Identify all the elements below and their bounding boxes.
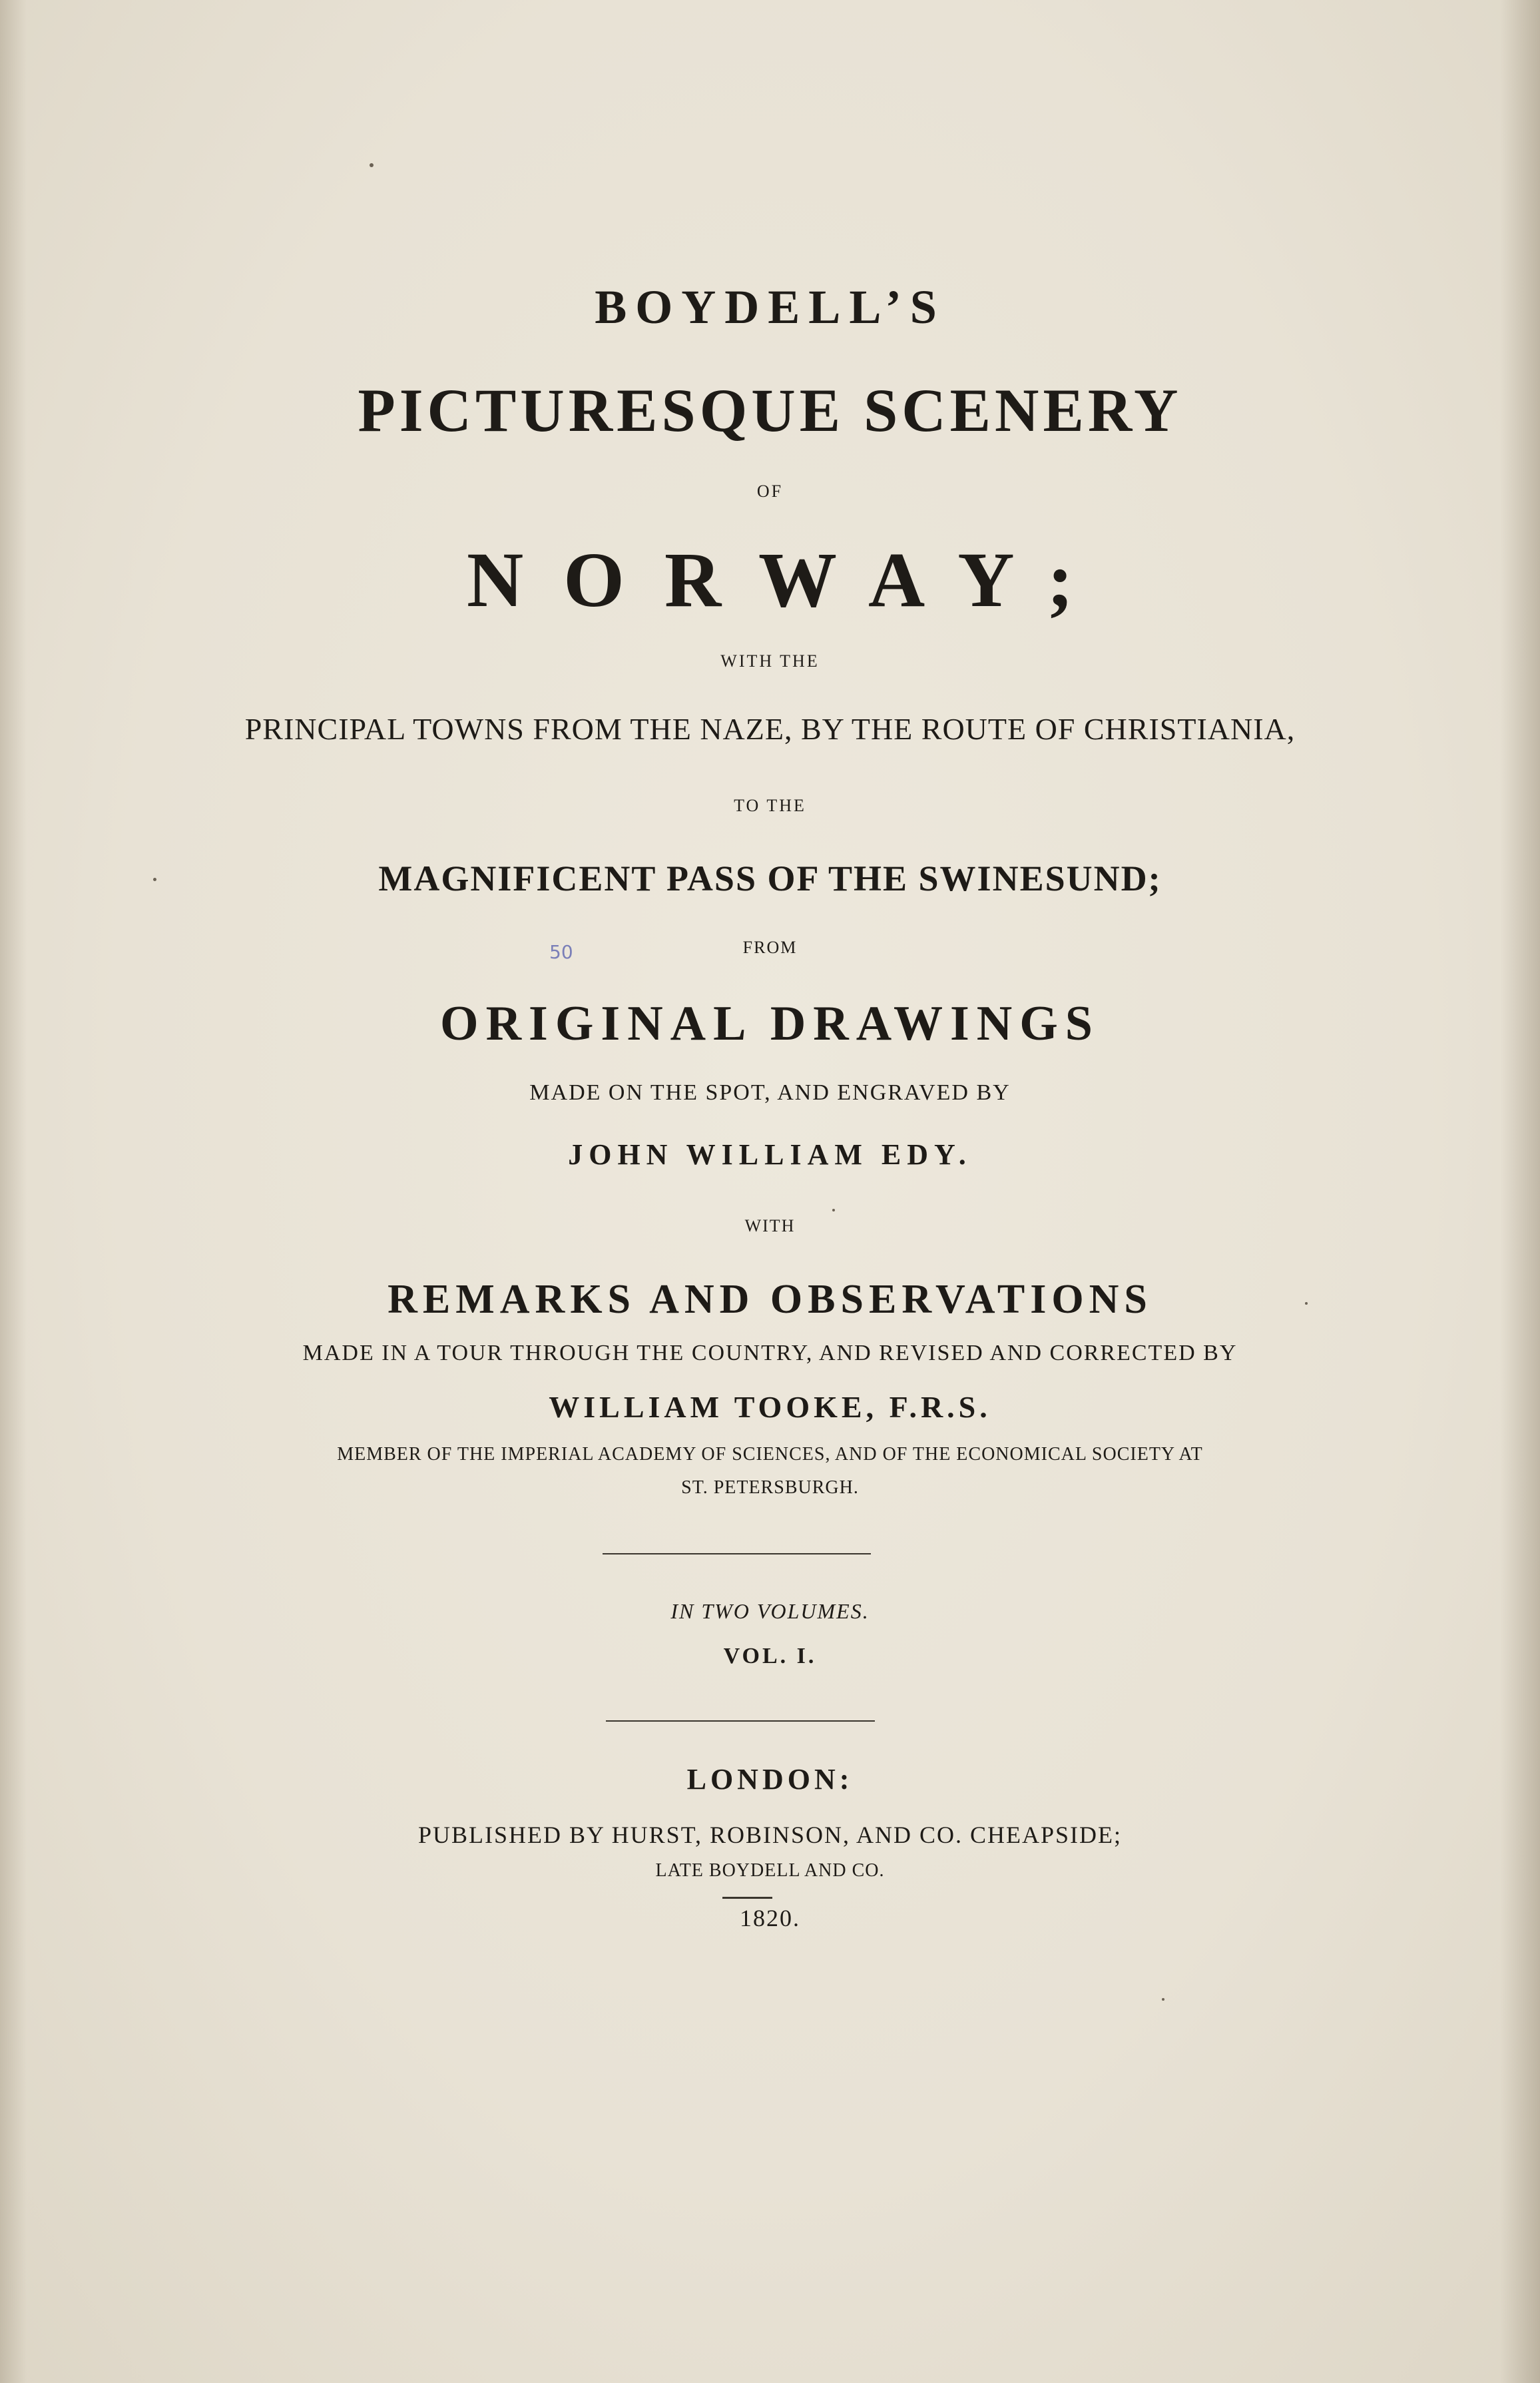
library-stamp-mark: 50 bbox=[549, 941, 573, 963]
editor-affiliation-city: ST. PETERSBURGH. bbox=[681, 1477, 859, 1498]
engraver-credit-intro: MADE ON THE SPOT, AND ENGRAVED BY bbox=[529, 1080, 1011, 1105]
title-boydells: BOYDELL’S bbox=[595, 280, 945, 334]
title-of: OF bbox=[756, 482, 784, 501]
imprint-year: 1820. bbox=[740, 1905, 800, 1931]
divider-rule bbox=[603, 1553, 871, 1554]
title-norway: NORWAY; bbox=[466, 536, 1114, 623]
editor-name: WILLIAM TOOKE, F.R.S. bbox=[549, 1390, 991, 1424]
subtitle-with-the: WITH THE bbox=[720, 651, 820, 671]
subtitle-with: WITH bbox=[744, 1216, 796, 1235]
subtitle-from: FROM bbox=[742, 938, 798, 957]
subtitle-remarks-observations: REMARKS AND OBSERVATIONS bbox=[387, 1277, 1153, 1322]
volume-count: IN TWO VOLUMES. bbox=[670, 1599, 870, 1623]
paper-speck bbox=[1305, 1302, 1308, 1305]
subtitle-magnificent-pass: MAGNIFICENT PASS OF THE SWINESUND; bbox=[378, 858, 1162, 898]
subtitle-original-drawings: ORIGINAL DRAWINGS bbox=[440, 996, 1100, 1051]
paper-speck bbox=[1162, 1998, 1164, 2001]
divider-rule bbox=[606, 1720, 875, 1722]
imprint-former-publisher: LATE BOYDELL AND CO. bbox=[655, 1860, 885, 1881]
editor-credit-intro: MADE IN A TOUR THROUGH THE COUNTRY, AND REVISED AND CORRECTED BY bbox=[302, 1341, 1238, 1365]
imprint-publisher: PUBLISHED BY HURST, ROBINSON, AND CO. CHEAPSIDE; bbox=[417, 1822, 1123, 1848]
volume-number: VOL. I. bbox=[723, 1644, 817, 1668]
paper-speck bbox=[370, 163, 374, 167]
divider-rule-short bbox=[722, 1897, 772, 1899]
page-edge-shadow-left bbox=[0, 0, 27, 2383]
editor-affiliation: MEMBER OF THE IMPERIAL ACADEMY OF SCIENCES, AND OF THE ECONOMICAL SOCIETY AT bbox=[337, 1444, 1203, 1465]
paper-speck bbox=[832, 1209, 835, 1211]
paper-speck bbox=[153, 878, 156, 881]
page-edge-shadow-right bbox=[1500, 0, 1540, 2383]
engraver-name: JOHN WILLIAM EDY. bbox=[568, 1138, 972, 1171]
subtitle-principal-towns: PRINCIPAL TOWNS FROM THE NAZE, BY THE ROUTE OF CHRISTIANIA, bbox=[244, 712, 1296, 746]
title-picturesque-scenery: PICTURESQUE SCENERY bbox=[358, 376, 1182, 444]
subtitle-to-the: TO THE bbox=[734, 796, 806, 815]
imprint-city: LONDON: bbox=[686, 1763, 854, 1796]
